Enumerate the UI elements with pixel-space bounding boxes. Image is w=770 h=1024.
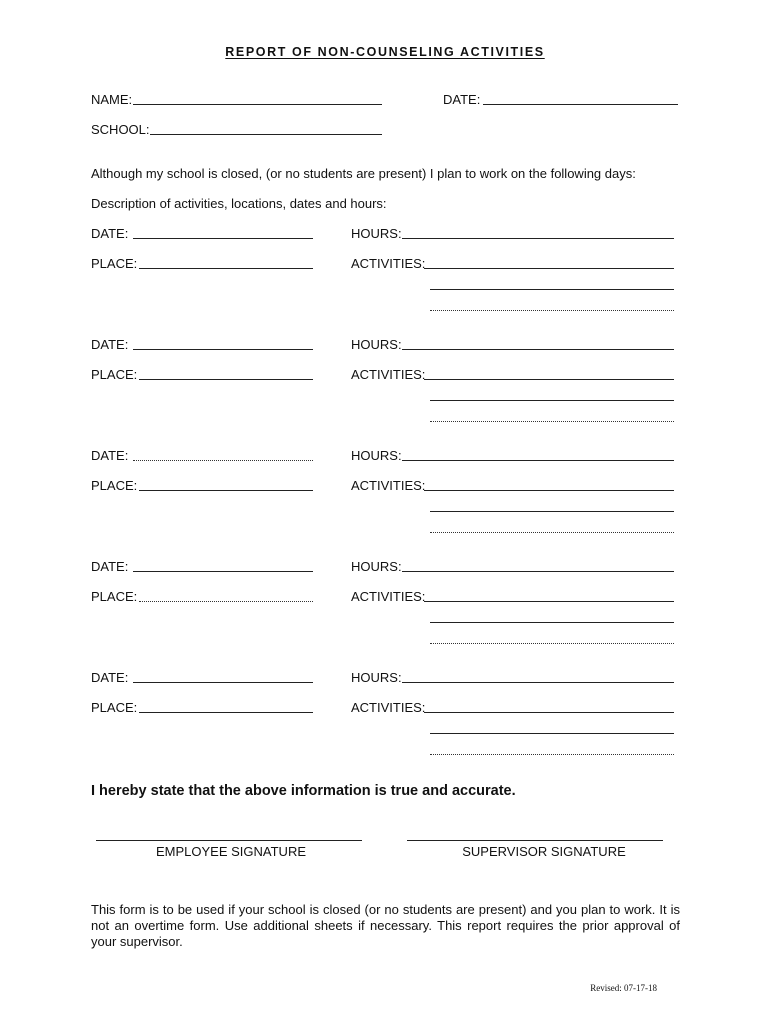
entry-activities-line-3[interactable] xyxy=(430,421,674,422)
employee-signature-line[interactable] xyxy=(96,840,362,841)
entry-activities-line-3[interactable] xyxy=(430,532,674,533)
entry-hours-line[interactable] xyxy=(402,349,674,350)
employee-signature-label: EMPLOYEE SIGNATURE xyxy=(155,844,306,859)
entry-activities-line[interactable] xyxy=(424,712,674,713)
entry-hours-label: HOURS: xyxy=(351,448,402,463)
entry-activities-line-3[interactable] xyxy=(430,643,674,644)
revision-date: Revised: 07-17-18 xyxy=(590,983,657,993)
entry-date-line[interactable] xyxy=(133,238,313,239)
supervisor-signature-label: SUPERVISOR SIGNATURE xyxy=(462,844,626,859)
entry-activities-label: ACTIVITIES: xyxy=(351,700,426,715)
name-label: NAME: xyxy=(91,92,133,107)
notice-text: This form is to be used if your school is closed (or no students are present) and you plan to work. It is not an overtime form. Use additional sheets if necessary. This report requires the prior approval of your supervisor. xyxy=(91,902,680,949)
entry-activities-line-2[interactable] xyxy=(430,289,674,290)
entry-activities-line[interactable] xyxy=(424,601,674,602)
entry-activities-line-2[interactable] xyxy=(430,622,674,623)
name-field-line[interactable] xyxy=(133,104,382,105)
description-label: Description of activities, locations, dates and hours: xyxy=(91,196,387,211)
entry-activities-label: ACTIVITIES: xyxy=(351,589,426,604)
entry-place-line[interactable] xyxy=(139,268,313,269)
entry-hours-label: HOURS: xyxy=(351,559,402,574)
entry-hours-label: HOURS: xyxy=(351,226,402,241)
entry-place-label: PLACE: xyxy=(91,256,138,271)
entry-date-line[interactable] xyxy=(133,571,313,572)
intro-text: Although my school is closed, (or no students are present) I plan to work on the following days: xyxy=(91,166,636,181)
entry-place-line[interactable] xyxy=(139,490,313,491)
entry-date-line[interactable] xyxy=(133,682,313,683)
entry-activities-line-2[interactable] xyxy=(430,733,674,734)
date-field-line[interactable] xyxy=(483,104,678,105)
school-field-line[interactable] xyxy=(150,134,382,135)
entry-place-label: PLACE: xyxy=(91,700,138,715)
entry-activities-line-2[interactable] xyxy=(430,400,674,401)
entry-date-label: DATE: xyxy=(91,670,129,685)
entry-place-label: PLACE: xyxy=(91,589,138,604)
entry-hours-label: HOURS: xyxy=(351,337,402,352)
entry-activities-line[interactable] xyxy=(424,490,674,491)
entry-hours-line[interactable] xyxy=(402,238,674,239)
entry-activities-line-3[interactable] xyxy=(430,310,674,311)
entry-date-line[interactable] xyxy=(133,460,313,461)
entry-place-line[interactable] xyxy=(139,379,313,380)
entry-place-label: PLACE: xyxy=(91,478,138,493)
entry-activities-line[interactable] xyxy=(424,268,674,269)
entry-hours-line[interactable] xyxy=(402,571,674,572)
form-title: REPORT OF NON-COUNSELING ACTIVITIES xyxy=(225,45,545,59)
entry-date-label: DATE: xyxy=(91,559,129,574)
entry-hours-line[interactable] xyxy=(402,460,674,461)
entry-date-label: DATE: xyxy=(91,226,129,241)
entry-hours-label: HOURS: xyxy=(351,670,402,685)
entry-hours-line[interactable] xyxy=(402,682,674,683)
entry-date-label: DATE: xyxy=(91,337,129,352)
entry-place-label: PLACE: xyxy=(91,367,138,382)
school-label: SCHOOL: xyxy=(91,122,150,137)
date-label: DATE: xyxy=(443,92,481,107)
declaration-text: I hereby state that the above information is true and accurate. xyxy=(91,783,516,799)
entry-date-label: DATE: xyxy=(91,448,129,463)
entry-place-line[interactable] xyxy=(139,601,313,602)
entry-date-line[interactable] xyxy=(133,349,313,350)
entry-activities-line-3[interactable] xyxy=(430,754,674,755)
entry-activities-label: ACTIVITIES: xyxy=(351,367,426,382)
entry-place-line[interactable] xyxy=(139,712,313,713)
entry-activities-label: ACTIVITIES: xyxy=(351,256,426,271)
entry-activities-line[interactable] xyxy=(424,379,674,380)
entry-activities-line-2[interactable] xyxy=(430,511,674,512)
entry-activities-label: ACTIVITIES: xyxy=(351,478,426,493)
supervisor-signature-line[interactable] xyxy=(407,840,663,841)
